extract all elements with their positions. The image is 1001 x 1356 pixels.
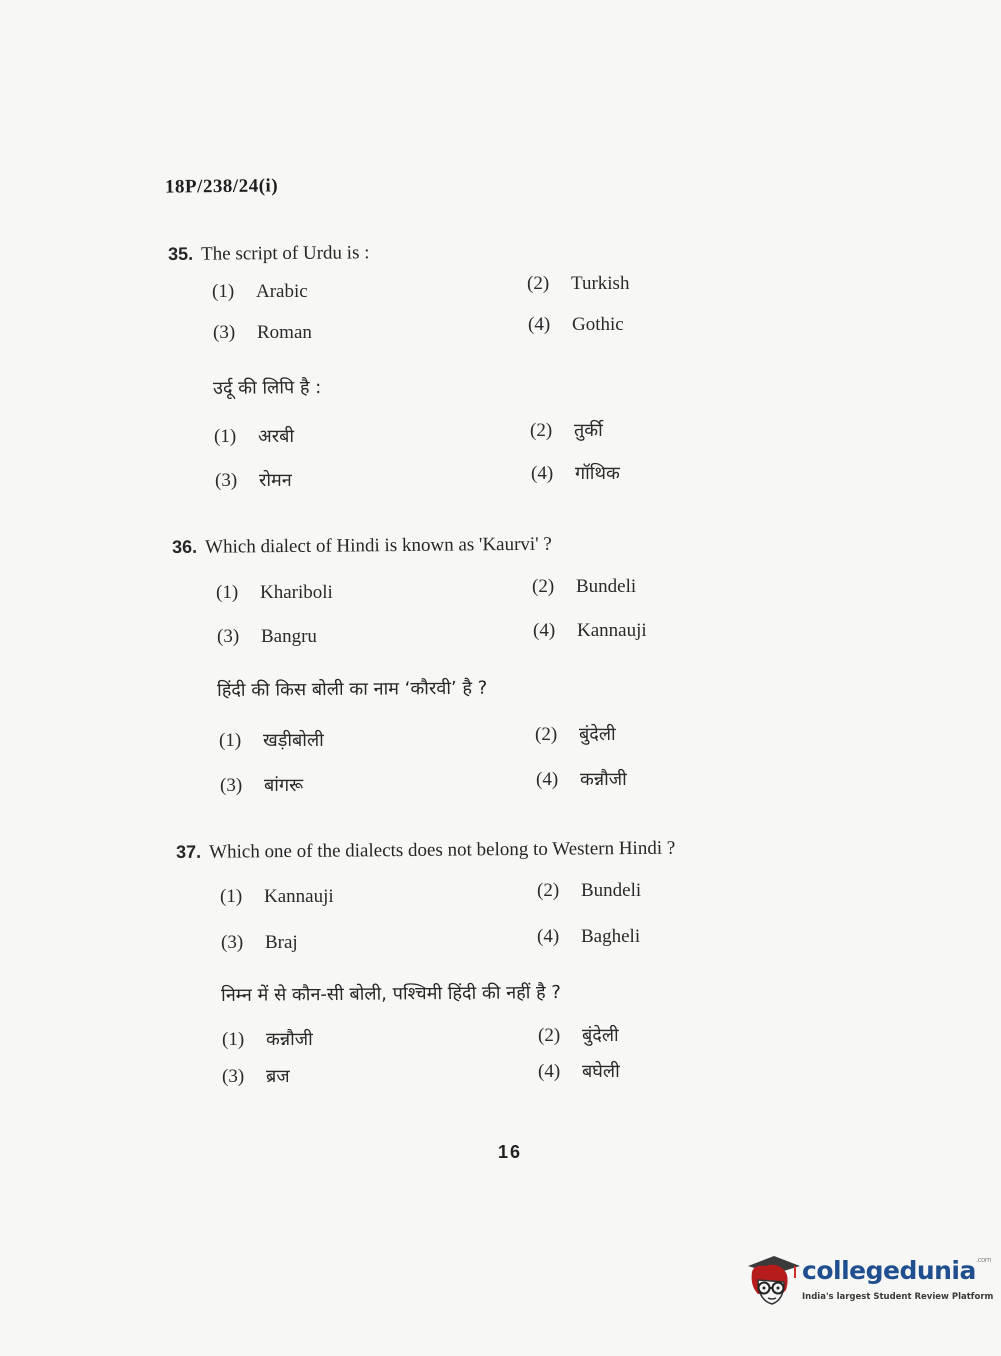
question-35 [168, 242, 370, 266]
paper-code: 18P/238/24(i) [164, 175, 279, 198]
question-37-hindi: निम्न में से कौन-सी बोली, पश्चिमी हिंदी की नहीं है ? [221, 982, 562, 1006]
option-4-hindi [538, 1059, 620, 1083]
option-3-hindi [222, 1064, 290, 1088]
option-number: (3) [213, 322, 236, 343]
option-text: तुर्की [574, 420, 603, 441]
option-number: (4) [528, 314, 551, 335]
option-number: (4) [533, 620, 556, 641]
option-text: बांगरू [264, 775, 304, 796]
logo-suffix: .com [975, 1256, 992, 1264]
option-text: Kannauji [577, 620, 647, 641]
option-text: बुंदेली [579, 724, 616, 745]
option-text: अरबी [258, 426, 295, 447]
option-1 [216, 582, 333, 604]
option-number: (4) [536, 769, 559, 790]
option-2-hindi [535, 722, 616, 746]
question-text: The script of Urdu is : [201, 242, 370, 265]
question-text: Which one of the dialects does not belong to Western Hindi ? [209, 837, 676, 863]
option-text: Roman [257, 322, 312, 343]
option-text: कन्नौजी [580, 769, 627, 790]
option-number: (1) [219, 730, 242, 751]
option-2-hindi [538, 1023, 619, 1047]
option-text: Braj [265, 932, 298, 953]
option-1 [212, 281, 308, 303]
option-1-hindi [219, 728, 324, 752]
student-mascot-icon [744, 1250, 802, 1314]
option-text: कन्नौजी [266, 1029, 313, 1050]
option-2 [532, 576, 636, 598]
option-text: Arabic [256, 281, 308, 302]
option-number: (3) [220, 775, 243, 796]
option-2-hindi [530, 418, 603, 442]
option-text: बुंदेली [582, 1025, 619, 1046]
question-text: Which dialect of Hindi is known as 'Kaurvi' ? [205, 533, 552, 558]
option-number: (3) [215, 470, 238, 491]
option-text: खड़ीबोली [263, 730, 324, 751]
option-number: (1) [222, 1029, 245, 1050]
option-1 [220, 886, 334, 908]
page-number: 16 [498, 1142, 523, 1162]
option-text: Gothic [572, 314, 624, 335]
option-text: ब्रज [266, 1066, 290, 1087]
option-number: (1) [220, 886, 243, 907]
question-number: 36. [172, 536, 198, 557]
option-4 [528, 314, 624, 336]
logo-name: collegedunia [802, 1256, 976, 1285]
option-text: Bundeli [581, 880, 642, 901]
question-37 [176, 838, 675, 864]
option-text: Bundeli [576, 576, 637, 597]
option-3-hindi [220, 773, 303, 797]
option-4 [537, 926, 640, 948]
option-1-hindi [222, 1027, 313, 1051]
option-number: (1) [214, 426, 237, 447]
option-3 [221, 932, 298, 954]
option-number: (2) [535, 724, 558, 745]
logo-tagline: India's largest Student Review Platform [802, 1292, 994, 1302]
option-number: (4) [538, 1061, 561, 1082]
option-text: Bagheli [581, 926, 641, 947]
option-4-hindi [536, 767, 627, 791]
option-3-hindi [215, 468, 292, 492]
option-number: (2) [530, 420, 553, 441]
option-number: (3) [217, 626, 240, 647]
option-text: Turkish [571, 273, 630, 294]
option-number: (2) [538, 1025, 561, 1046]
option-text: रोमन [259, 470, 292, 491]
option-number: (2) [527, 273, 550, 294]
logo-wordmark [802, 1256, 991, 1285]
option-2 [537, 880, 641, 902]
option-text: Kannauji [264, 886, 334, 907]
option-number: (4) [531, 463, 554, 484]
collegedunia-logo [744, 1250, 994, 1320]
option-number: (2) [537, 880, 560, 901]
question-number: 35. [168, 243, 194, 264]
option-3 [213, 322, 312, 344]
option-3 [217, 626, 317, 648]
option-text: Khariboli [260, 582, 333, 603]
question-number: 37. [176, 841, 202, 862]
option-text: बघेली [582, 1061, 620, 1082]
option-number: (3) [221, 932, 244, 953]
option-1-hindi [214, 424, 294, 448]
option-number: (1) [216, 582, 239, 603]
option-number: (4) [537, 926, 560, 947]
option-number: (3) [222, 1066, 245, 1087]
option-4-hindi [531, 461, 620, 485]
option-text: Bangru [261, 626, 317, 647]
option-number: (1) [212, 281, 235, 302]
option-number: (2) [532, 576, 555, 597]
question-36 [172, 534, 552, 559]
question-36-hindi: हिंदी की किस बोली का नाम ‘कौरवी’ है ? [217, 677, 488, 701]
option-2 [527, 273, 629, 295]
option-4 [533, 620, 647, 642]
question-35-hindi: उर्दू की लिपि है : [213, 377, 322, 399]
option-text: गॉथिक [575, 463, 620, 484]
